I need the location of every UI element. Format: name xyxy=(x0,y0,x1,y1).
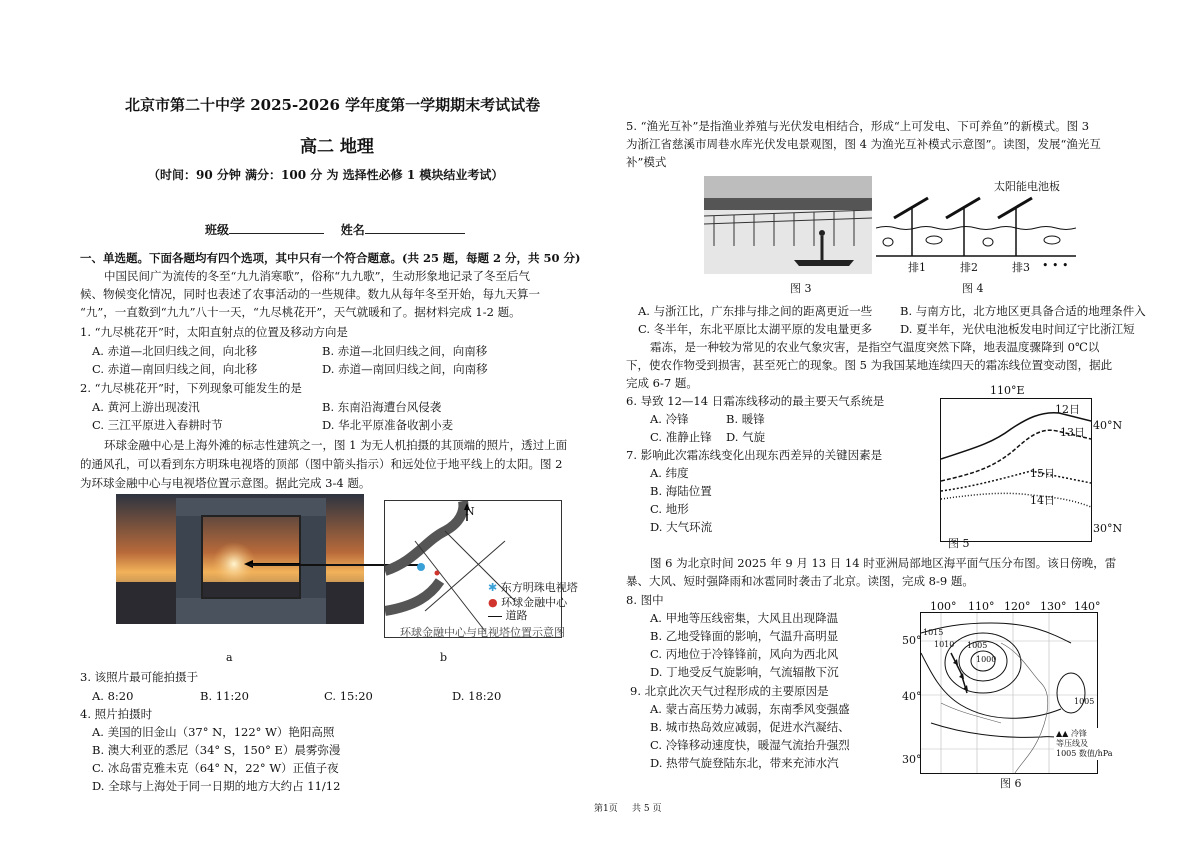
fig5-day13: 13日 xyxy=(1060,426,1085,439)
q2-option-d[interactable]: D. 华北平原准备收割小麦 xyxy=(322,418,454,432)
row-dots: • • • xyxy=(1042,259,1069,272)
fig5-day15: 15日 xyxy=(1030,467,1055,480)
fig5-day14: 14日 xyxy=(1030,494,1055,507)
fig6-lat-50: 50° xyxy=(902,634,922,647)
q5-option-b[interactable]: B. 与南方比，北方地区更具备合适的地理条件入 xyxy=(900,304,1146,318)
q5-intro-1: 5. “渔光互补”是指渔业养殖与光伏发电相结合，形成“上可发电、下可养鱼”的新模式。图 3 xyxy=(626,119,1090,133)
q8-option-d[interactable]: D. 丁地受反气旋影响，气流辐散下沉 xyxy=(650,665,839,679)
fig5-lat40: 40°N xyxy=(1093,419,1123,432)
q7-option-c[interactable]: C. 地形 xyxy=(650,502,689,516)
isobar-label-1005a: 1005 xyxy=(967,641,988,650)
panel-label: 太阳能电池板 xyxy=(994,180,1060,193)
fig6-lat-40: 40° xyxy=(902,690,922,703)
intro-line-2: 候、物候变化情况，同时也表述了农事活动的一些规律。数九从每年冬至开始，每九天算一 xyxy=(80,287,540,301)
q1-option-b[interactable]: B. 赤道—北回归线之间，向南移 xyxy=(322,344,488,358)
passage34-line-3: 为环球金融中心与电视塔位置示意图。据此完成 3-4 题。 xyxy=(80,476,371,490)
intro-line-3: “九”，一直数到“九九”八十一天，“九尽桃花开”，天气就暖和了。据材料完成 1-2 题。 xyxy=(80,305,521,319)
q6-option-d[interactable]: D. 气旋 xyxy=(726,430,766,444)
fig6-lon-0: 100° xyxy=(930,600,957,613)
legend-road: 道路 xyxy=(488,607,528,623)
figure-a-label: a xyxy=(226,651,233,664)
q5-intro-3: 补”模式 xyxy=(626,155,667,169)
q6-option-c[interactable]: C. 准静止锋 xyxy=(650,430,712,444)
passage67-line-1: 霜冻，是一种较为常见的农业气象灾害，是指空气温度突然下降，地表温度骤降到 0℃以 xyxy=(650,340,1100,354)
name-label: 姓名 xyxy=(340,223,365,237)
fish-solar-diagram xyxy=(876,190,1076,260)
road-line-icon xyxy=(488,616,502,617)
passage89-line-1: 图 6 为北京时间 2025 年 9 月 13 日 14 时亚洲局部地区海平面气压分布图。该日傍晚，雷 xyxy=(650,556,1117,570)
q7-option-d[interactable]: D. 大气环流 xyxy=(650,520,713,534)
fish-solar-diagram-figure-4 xyxy=(876,190,1076,260)
solar-reservoir-photo xyxy=(704,176,872,274)
fig6-lon-3: 130° xyxy=(1040,600,1067,613)
q9-option-b[interactable]: B. 城市热岛效应减弱，促进水汽凝结、 xyxy=(650,720,850,734)
q5-option-a[interactable]: A. 与浙江比，广东排与排之间的距离更近一些 xyxy=(638,304,873,318)
passage67-line-2: 下，使农作物受到损害，甚至死亡的现象。图 5 为我国某地连续四天的霜冻线位置变动图，据此 xyxy=(626,358,1113,372)
exam-meta: （时间：90 分钟 满分：100 分 为 选择性必修 1 模块结业考试） xyxy=(148,168,504,182)
q2-stem: 2. “九尽桃花开”时，下列现象可能发生的是 xyxy=(80,381,302,395)
isobar-label-1015: 1015 xyxy=(923,628,944,637)
subject-title: 高二 地理 xyxy=(300,137,374,157)
q4-option-a[interactable]: A. 美国的旧金山（37° N，122° W）艳阳高照 xyxy=(92,725,335,739)
north-label: N xyxy=(465,505,475,518)
legend-center: ● 环球金融中心 xyxy=(488,596,568,609)
q8-option-c[interactable]: C. 丙地位于冷锋锋前，风向为西北风 xyxy=(650,647,839,661)
row-label-3: 排3 xyxy=(1012,261,1030,274)
class-label: 班级 xyxy=(205,223,230,237)
fig6-lon-4: 140° xyxy=(1074,600,1101,613)
q3-option-a[interactable]: A. 8:20 xyxy=(92,689,134,703)
intro-line-1: 中国民间广为流传的冬至“九九消寒歌”，俗称“九九歌”，生动形象地记录了冬至后气 xyxy=(104,269,531,283)
sunset-photo xyxy=(116,494,364,624)
q8-option-b[interactable]: B. 乙地受锋面的影响，气温升高明显 xyxy=(650,629,839,643)
row-label-1: 排1 xyxy=(908,261,926,274)
q3-option-c[interactable]: C. 15:20 xyxy=(324,689,373,703)
isobar-label-1000: 1000 xyxy=(976,655,997,664)
q4-option-d[interactable]: D. 全球与上海处于同一日期的地方大约占 11/12 xyxy=(92,779,341,793)
passage34-line-2: 的通风孔，可以看到东方明珠电视塔的顶部（图中箭头指示）和远处位于地平线上的太阳。图 2 xyxy=(80,457,563,471)
q9-option-a[interactable]: A. 蒙古高压势力减弱，东南季风变强盛 xyxy=(650,702,850,716)
photo-figure-a xyxy=(116,494,364,624)
location-map xyxy=(385,501,561,637)
q9-option-d[interactable]: D. 热带气旋登陆东北，带来充沛水汽 xyxy=(650,756,839,770)
class-field[interactable] xyxy=(205,221,465,238)
passage34-line-1: 环球金融中心是上海外滩的标志性建筑之一，图 1 为无人机拍摄的其顶端的照片，透过上面 xyxy=(104,438,568,452)
q3-option-b[interactable]: B. 11:20 xyxy=(200,689,249,703)
fig5-lon-label: 110°E xyxy=(990,384,1025,397)
q3-stem: 3. 该照片最可能拍摄于 xyxy=(80,670,199,684)
q4-option-b[interactable]: B. 澳大利亚的悉尼（34° S，150° E）晨雾弥漫 xyxy=(92,743,341,757)
dot-icon: ● xyxy=(488,596,498,609)
page-number: 第1页 xyxy=(594,804,618,814)
fig5-lat30: 30°N xyxy=(1093,522,1123,535)
q7-option-a[interactable]: A. 纬度 xyxy=(650,466,689,480)
q8-option-a[interactable]: A. 甲地等压线密集，大风且出现降温 xyxy=(650,611,839,625)
q7-option-b[interactable]: B. 海陆位置 xyxy=(650,484,712,498)
q7-stem: 7. 影响此次霜冻线变化出现东西差异的关键因素是 xyxy=(626,448,883,462)
q3-option-d[interactable]: D. 18:20 xyxy=(452,689,502,703)
frost-line-14 xyxy=(941,493,1091,507)
q5-option-d[interactable]: D. 夏半年，光伏电池板发电时间辽宁比浙江短 xyxy=(900,322,1135,336)
q6-stem: 6. 导致 12—14 日霜冻线移动的最主要天气系统是 xyxy=(626,394,885,408)
frost-line-map xyxy=(941,399,1091,541)
q2-option-a[interactable]: A. 黄河上游出现凌汛 xyxy=(92,400,200,414)
q1-option-d[interactable]: D. 赤道—南回归线之间，向南移 xyxy=(322,362,488,376)
page-total: 共 5 页 xyxy=(632,804,662,814)
isobar-label-1005b: 1005 xyxy=(1074,697,1095,706)
section-heading: 一、单选题。下面各题均有四个选项，其中只有一个符合题意。(共 25 题，每题 2 分，共 50 分) xyxy=(80,251,581,265)
cold-front-icon: ▲▲ xyxy=(1056,729,1069,738)
fig6-lon-1: 110° xyxy=(968,600,995,613)
q2-option-b[interactable]: B. 东南沿海遭台风侵袭 xyxy=(322,400,442,414)
q6-option-a[interactable]: A. 冷锋 xyxy=(650,412,689,426)
q8-stem: 8. 图中 xyxy=(626,593,664,607)
q1-option-c[interactable]: C. 赤道—南回归线之间，向北移 xyxy=(92,362,258,376)
tv-tower-marker xyxy=(417,563,425,571)
fig6-caption: 图 6 xyxy=(1000,777,1022,790)
figure-b-label: b xyxy=(440,651,448,664)
fig6-legend: ▲▲ 冷锋 等压线及 1005 数值/hPa xyxy=(1056,729,1113,758)
fig3-caption: 图 3 xyxy=(790,282,812,295)
frost-line-15 xyxy=(941,471,1091,491)
q9-stem: 9. 北京此次天气过程形成的主要原因是 xyxy=(630,684,829,698)
q4-option-c[interactable]: C. 冰岛雷克雅未克（64° N，22° W）正值子夜 xyxy=(92,761,339,775)
exam-title: 北京市第二十中学 2025-2026 学年度第一学期期末考试试卷 xyxy=(125,96,541,114)
location-map-figure-b xyxy=(384,500,562,638)
q9-option-c[interactable]: C. 冷锋移动速度快，暖湿气流抬升强烈 xyxy=(650,738,850,752)
isobar-label-1010: 1010 xyxy=(934,640,955,649)
q5-option-c[interactable]: C. 冬半年，东北平原比太湖平原的发电量更多 xyxy=(638,322,873,336)
q5-intro-2: 为浙江省慈溪市周巷水库光伏发电景观图，图 4 为渔光互补模式示意图”。读图，发展“渔光互 xyxy=(626,137,1101,151)
q1-stem: 1. “九尽桃花开”时，太阳直射点的位置及移动方向是 xyxy=(80,325,348,339)
snowflake-icon: ✱ xyxy=(488,581,498,594)
financial-center-marker xyxy=(435,571,440,576)
frost-line-figure-5 xyxy=(940,398,1092,542)
row-label-2: 排2 xyxy=(960,261,978,274)
solar-photo-figure-3 xyxy=(704,176,872,274)
fig6-lon-2: 120° xyxy=(1004,600,1031,613)
fig5-caption: 图 5 xyxy=(948,537,970,550)
q6-option-b[interactable]: B. 暖锋 xyxy=(726,412,765,426)
fig6-lat-30: 30° xyxy=(902,753,922,766)
fig5-day12: 12日 xyxy=(1055,403,1080,416)
legend-tower: ✱ 东方明珠电视塔 xyxy=(488,581,578,594)
q4-stem: 4. 照片拍摄时 xyxy=(80,707,153,721)
map-caption: 环球金融中心与电视塔位置示意图 xyxy=(400,626,565,639)
q2-option-c[interactable]: C. 三江平原进入春耕时节 xyxy=(92,418,223,432)
passage67-line-3: 完成 6-7 题。 xyxy=(626,376,698,390)
q1-option-a[interactable]: A. 赤道—北回归线之间，向北移 xyxy=(92,344,258,358)
fig4-caption: 图 4 xyxy=(962,282,984,295)
passage89-line-2: 暴、大风、短时强降雨和冰雹同时袭击了北京。读图，完成 8-9 题。 xyxy=(626,574,974,588)
